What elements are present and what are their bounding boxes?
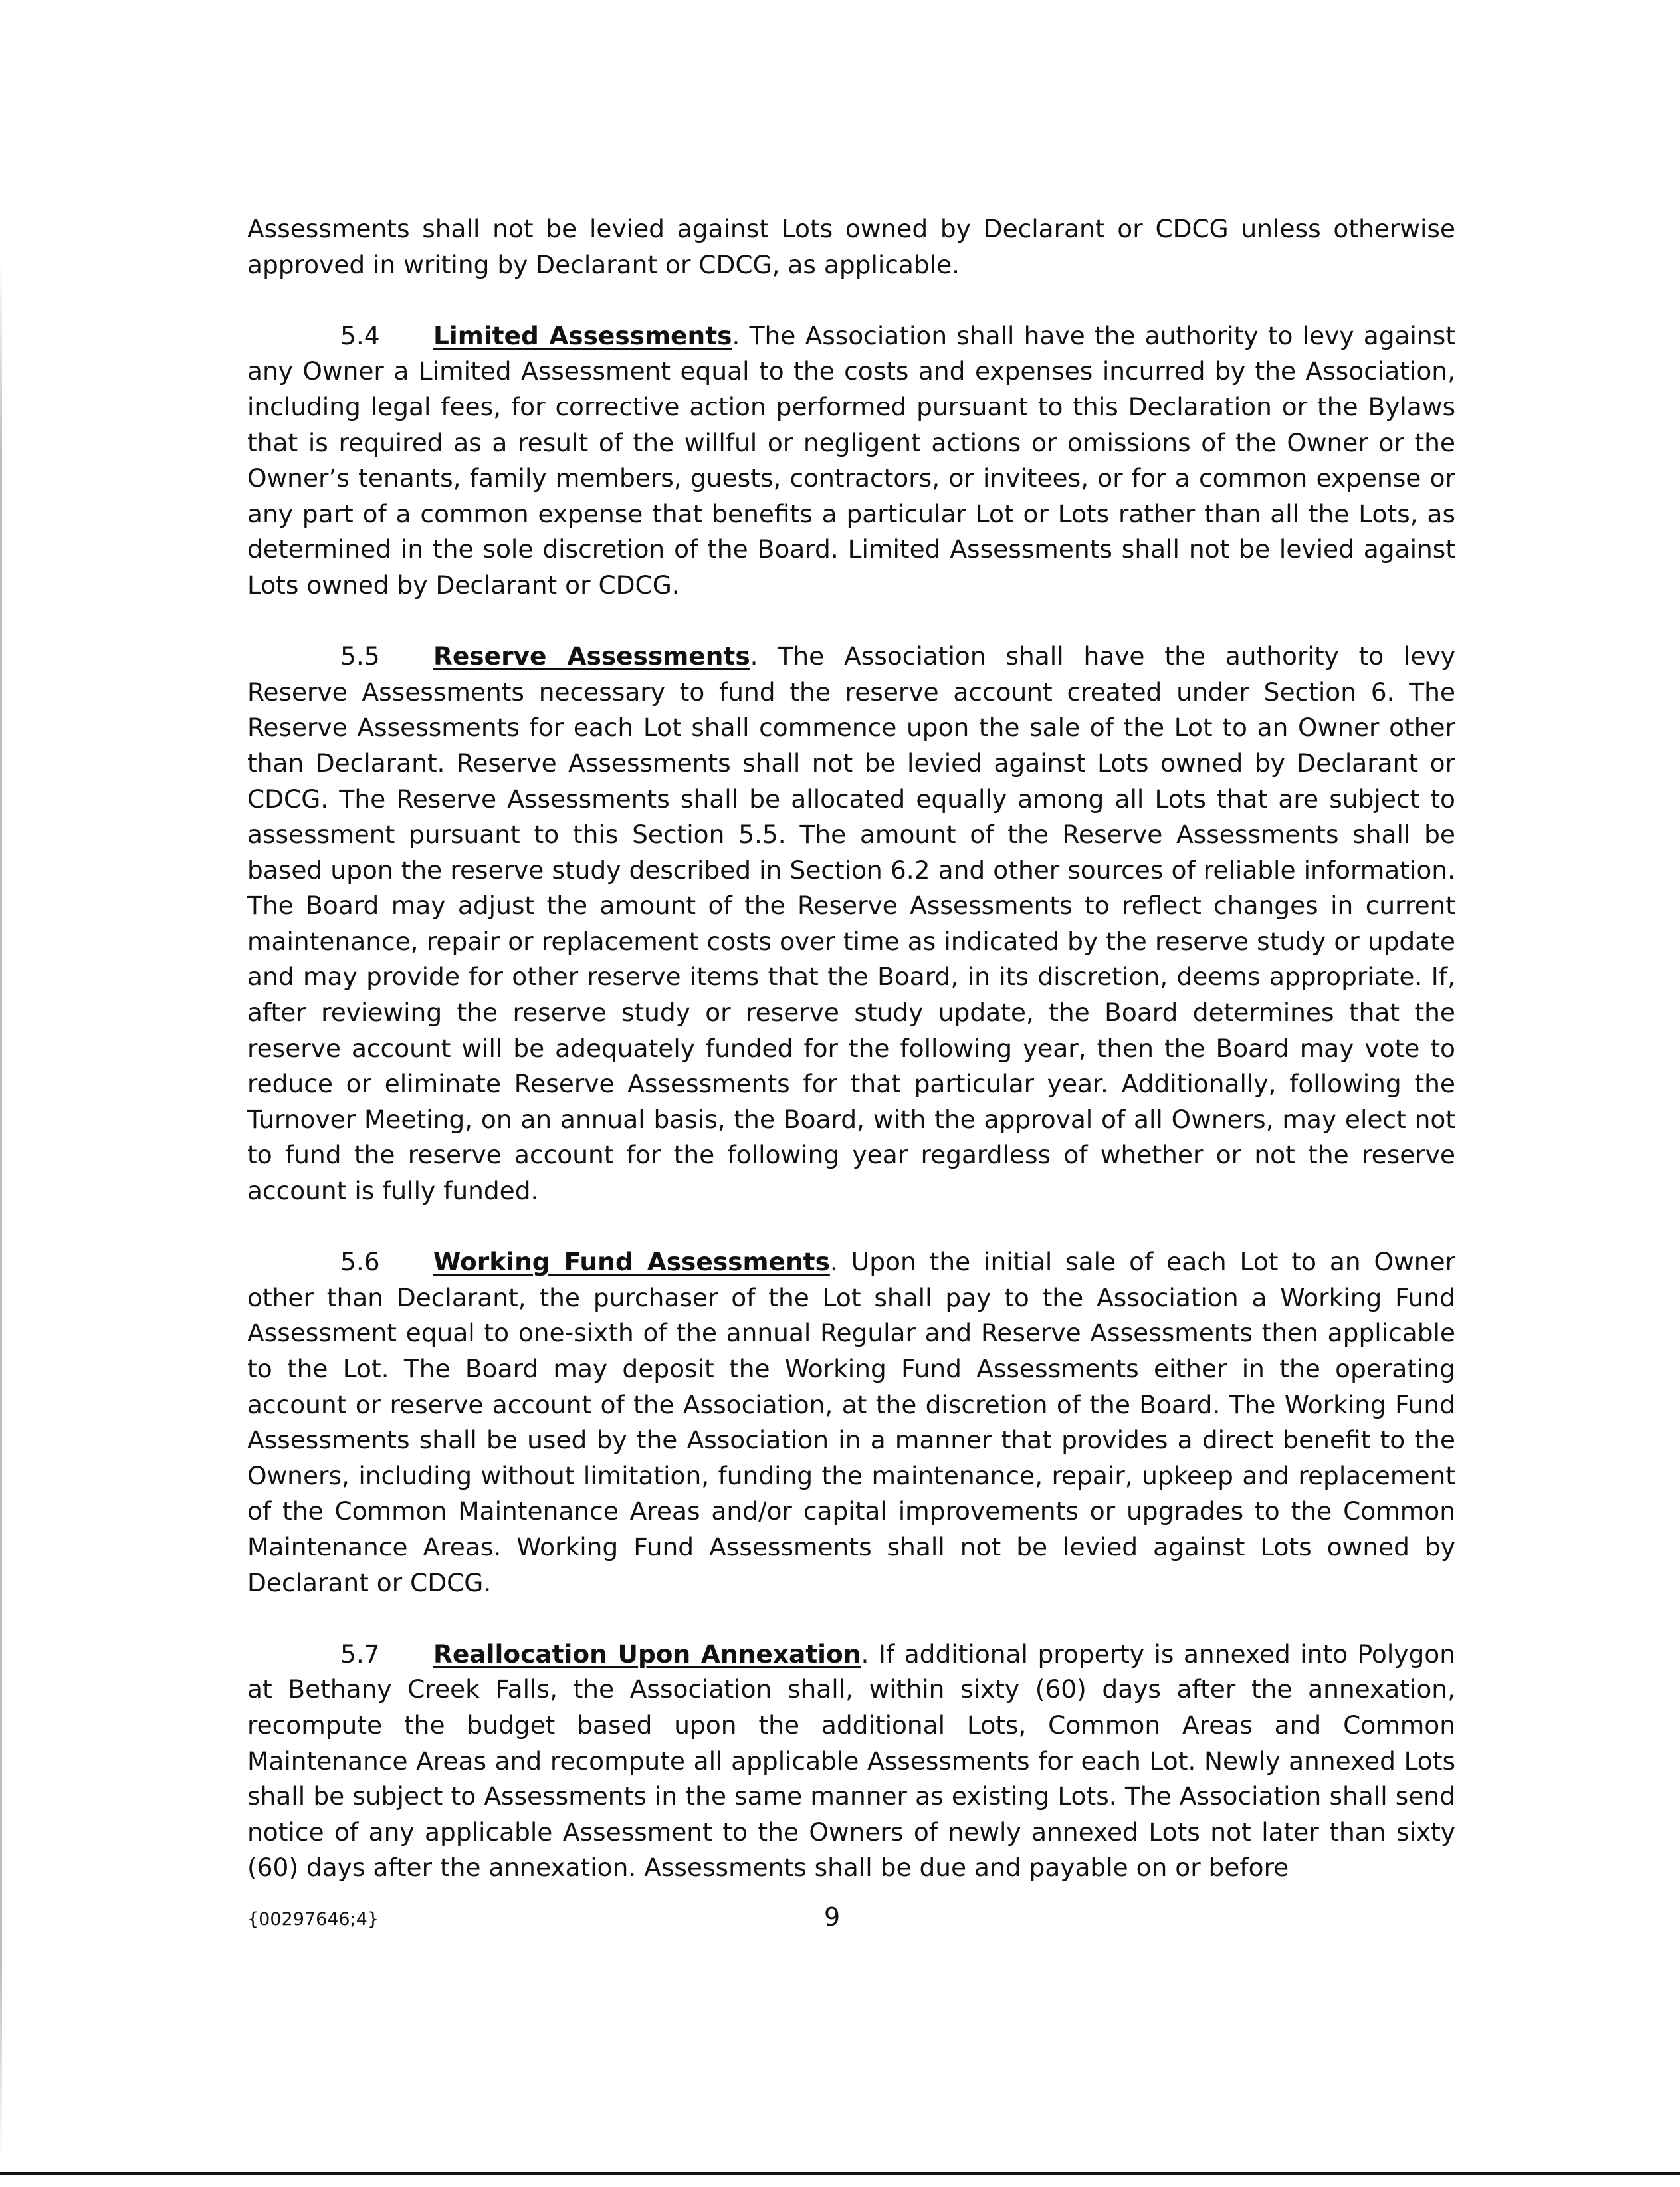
- section-title: Reserve Assessments: [433, 641, 750, 671]
- scan-edge-bottom: [0, 2172, 1680, 2175]
- footer-page-number: 9: [824, 1902, 841, 1932]
- section-text: . The Association shall have the authority to levy Reserve Assessments necessary to fund the reserve account created under Section 6. The Reserve Assessments for each Lot shall commence upon the sale of the Lot to an Owner other than Declarant. Reserve Assessments shall not be levied against Lots owned by Declarant or CDCG. The Reserve Assessments shall be allocated equally among all Lots that are subject to assessment pursuant to this Section 5.5. The amount of the Reserve Assessments shall be based upon the reserve study described in Section 6.2 and other sources of reliable information. The Board may adjust the amount of the Reserve Assessments to reflect changes in current maintenance, repair or replacement costs over time as indicated by the reserve study or update and may provide for other reserve items that the Board, in its discretion, deems appropriate. If, after reviewing the reserve study or reserve study update, the Board determines that the reserve account will be adequately funded for the following year, then the Board may vote to reduce or eliminate Reserve Assessments for that particular year. Additionally, following the Turnover Meeting, on an annual basis, the Board, with the approval of all Owners, may elect not to fund the reserve account for the following year regardless of whether or not the reserve account is fully funded.: [247, 641, 1455, 1206]
- section-number: 5.7: [340, 1639, 380, 1669]
- footer-document-id: {00297646;4}: [247, 1909, 379, 1930]
- section-title: Limited Assessments: [433, 320, 732, 350]
- section-5-6: [247, 1244, 1455, 1601]
- intro-paragraph: Assessments shall not be levied against Lots owned by Declarant or CDCG unless otherwise approved in writing by Declarant or CDCG, as applicable.: [247, 214, 1455, 279]
- section-5-5: [247, 639, 1455, 1209]
- section-text: . If additional property is annexed into Polygon at Bethany Creek Falls, the Association shall, within sixty (60) days after the annexation, recompute the budget based upon the additional Lots, Common Areas and Common Maintenance Areas and recompute all applicable Assessments for each Lot. Newly annexed Lots shall be subject to Assessments in the same manner as existing Lots. The Association shall send notice of any applicable Assessment to the Owners of newly annexed Lots not later than sixty (60) days after the annexation. Assessments shall be due and payable on or before: [247, 1639, 1455, 1883]
- section-5-7: [247, 1637, 1455, 1886]
- document-body: [247, 211, 1455, 1886]
- section-number: 5.5: [340, 641, 380, 671]
- section-number: 5.6: [340, 1247, 380, 1277]
- scan-edge-left: [0, 259, 2, 2160]
- section-5-4: [247, 318, 1455, 604]
- section-text: . Upon the initial sale of each Lot to an Owner other than Declarant, the purchaser of the Lot shall pay to the Association a Working Fund Assessment equal to one-sixth of the annual Regular and Reserve Assessments then applicable to the Lot. The Board may deposit the Working Fund Assessments either in the operating account or reserve account of the Association, at the discretion of the Board. The Working Fund Assessments shall be used by the Association in a manner that provides a direct benefit to the Owners, including without limitation, funding the maintenance, repair, upkeep and replacement of the Common Maintenance Areas and/or capital improvements or upgrades to the Common Maintenance Areas. Working Fund Assessments shall not be levied against Lots owned by Declarant or CDCG.: [247, 1247, 1456, 1597]
- section-title: Reallocation Upon Annexation: [433, 1639, 861, 1669]
- section-text: . The Association shall have the authority to levy against any Owner a Limited Assessment equal to the costs and expenses incurred by the Association, including legal fees, for corrective action performed pursuant to this Declaration or the Bylaws that is required as a result of the willful or negligent actions or omissions of the Owner or the Owner’s tenants, family members, guests, contractors, or invitees, or for a common expense or any part of a common expense that benefits a particular Lot or Lots rather than all the Lots, as determined in the sole discretion of the Board. Limited Assessments shall not be levied against Lots owned by Declarant or CDCG.: [247, 320, 1455, 600]
- section-title: Working Fund Assessments: [433, 1247, 830, 1277]
- section-number: 5.4: [340, 320, 380, 350]
